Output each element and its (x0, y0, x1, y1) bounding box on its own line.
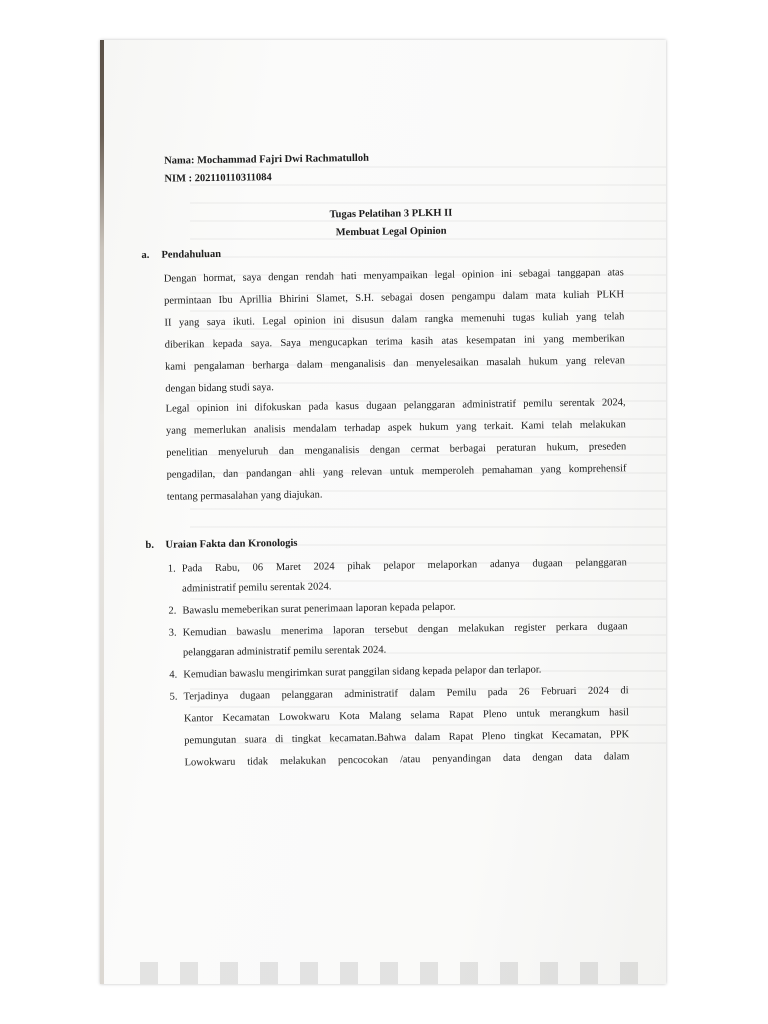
list-item-line: Lowokwaru tidak melakukan pencocokan /atau penyandingan data dengan data dalam (184, 751, 630, 769)
document-content (140, 143, 630, 769)
list-item-line: pelanggaran administratif pemilu serentak 2024. (182, 644, 387, 659)
section-a-heading (141, 249, 221, 261)
list-item-line: Pada Rabu, 06 Maret 2024 pihak pelapor melaporkan adanya dugaan pelanggaran (181, 557, 627, 575)
paragraph-line: penelitian menyeluruh dan menganalisis dengan cermat berbagai peraturan hukum, preseden (166, 441, 627, 459)
list-number: 4. (169, 669, 178, 681)
section-a-title: Pendahuluan (161, 248, 222, 261)
section-a-letter: a. (141, 249, 150, 261)
list-number: 3. (168, 627, 177, 639)
paragraph-line: Dengan hormat, saya dengan rendah hati menyampaikan legal opinion ini sebagai tanggapan atas (163, 267, 624, 285)
section-b-title: Uraian Fakta dan Kronologis (165, 537, 298, 551)
list-item-line: Kemudian bawaslu menerima laporan tersebut dengan melakukan register perkara dugaan (182, 621, 628, 639)
paragraph-line: dengan bidang studi saya. (165, 382, 274, 395)
list-number: 1. (167, 563, 176, 575)
section-b-letter: b. (145, 539, 155, 551)
list-item-line: Kantor Kecamatan Lowokwaru Kota Malang selama Rapat Pleno untuk merangkum hasil (183, 707, 629, 725)
page-edge-shadow (100, 40, 104, 984)
list-item-line: Kemudian bawaslu mengirimkan surat panggilan sidang kepada pelapor dan terlapor. (183, 664, 542, 681)
student-nim: NIM : 202110110311084 (164, 172, 272, 185)
paragraph-line: permintaan Ibu Aprillia Bhirini Slamet, S.H. sebagai dosen pengampu dalam mata kuliah PLKH (164, 289, 625, 307)
paragraph-line: diberikan kepada saya. Saya mengucapkan terima kasih atas kesempatan ini yang memberikan (164, 333, 625, 351)
list-item-line: pemungutan suara di tingkat kecamatan.Bahwa dalam Rapat Pleno tingkat Kecamatan, PPK (184, 729, 630, 747)
paragraph-line: yang memerlukan analisis mendalam terhadap aspek hukum yang terkait. Kami telah melakukan (165, 419, 626, 437)
list-item-line: administratif pemilu serentak 2024. (182, 581, 332, 595)
doc-subtitle: Membuat Legal Opinion (335, 225, 447, 239)
next-page-show-through (140, 962, 640, 984)
paragraph-line: kami pengalaman berharga dalam menganalisis dan menyelesaikan masalah hukum yang relevan (164, 355, 626, 373)
section-b-heading (145, 538, 297, 551)
list-item-line: Terjadinya dugaan pelanggaran administratif dalam Pemilu pada 26 Februari 2024 di (183, 685, 629, 703)
paragraph-line: pengadilan, dan pandangan ahli yang relevan untuk memperoleh pemahaman yang komprehensif (166, 463, 627, 481)
paragraph-line: II yang saya ikuti. Legal opinion ini disusun dalam rangka memenuhi tugas kuliah yang telah (164, 311, 625, 329)
paragraph-line: Legal opinion ini difokuskan pada kasus dugaan pelanggaran administratif pemilu serentak 2024, (165, 397, 626, 415)
list-number: 2. (168, 605, 177, 617)
list-number: 5. (169, 691, 178, 703)
document-page (100, 40, 666, 984)
student-name: Nama: Mochammad Fajri Dwi Rachmatulloh (164, 152, 369, 167)
doc-title: Tugas Pelatihan 3 PLKH II (329, 207, 453, 221)
list-item-line: Bawaslu memeberikan surat penerimaan laporan kepada pelapor. (182, 601, 456, 617)
paragraph-line: tentang permasalahan yang diajukan. (166, 489, 323, 503)
